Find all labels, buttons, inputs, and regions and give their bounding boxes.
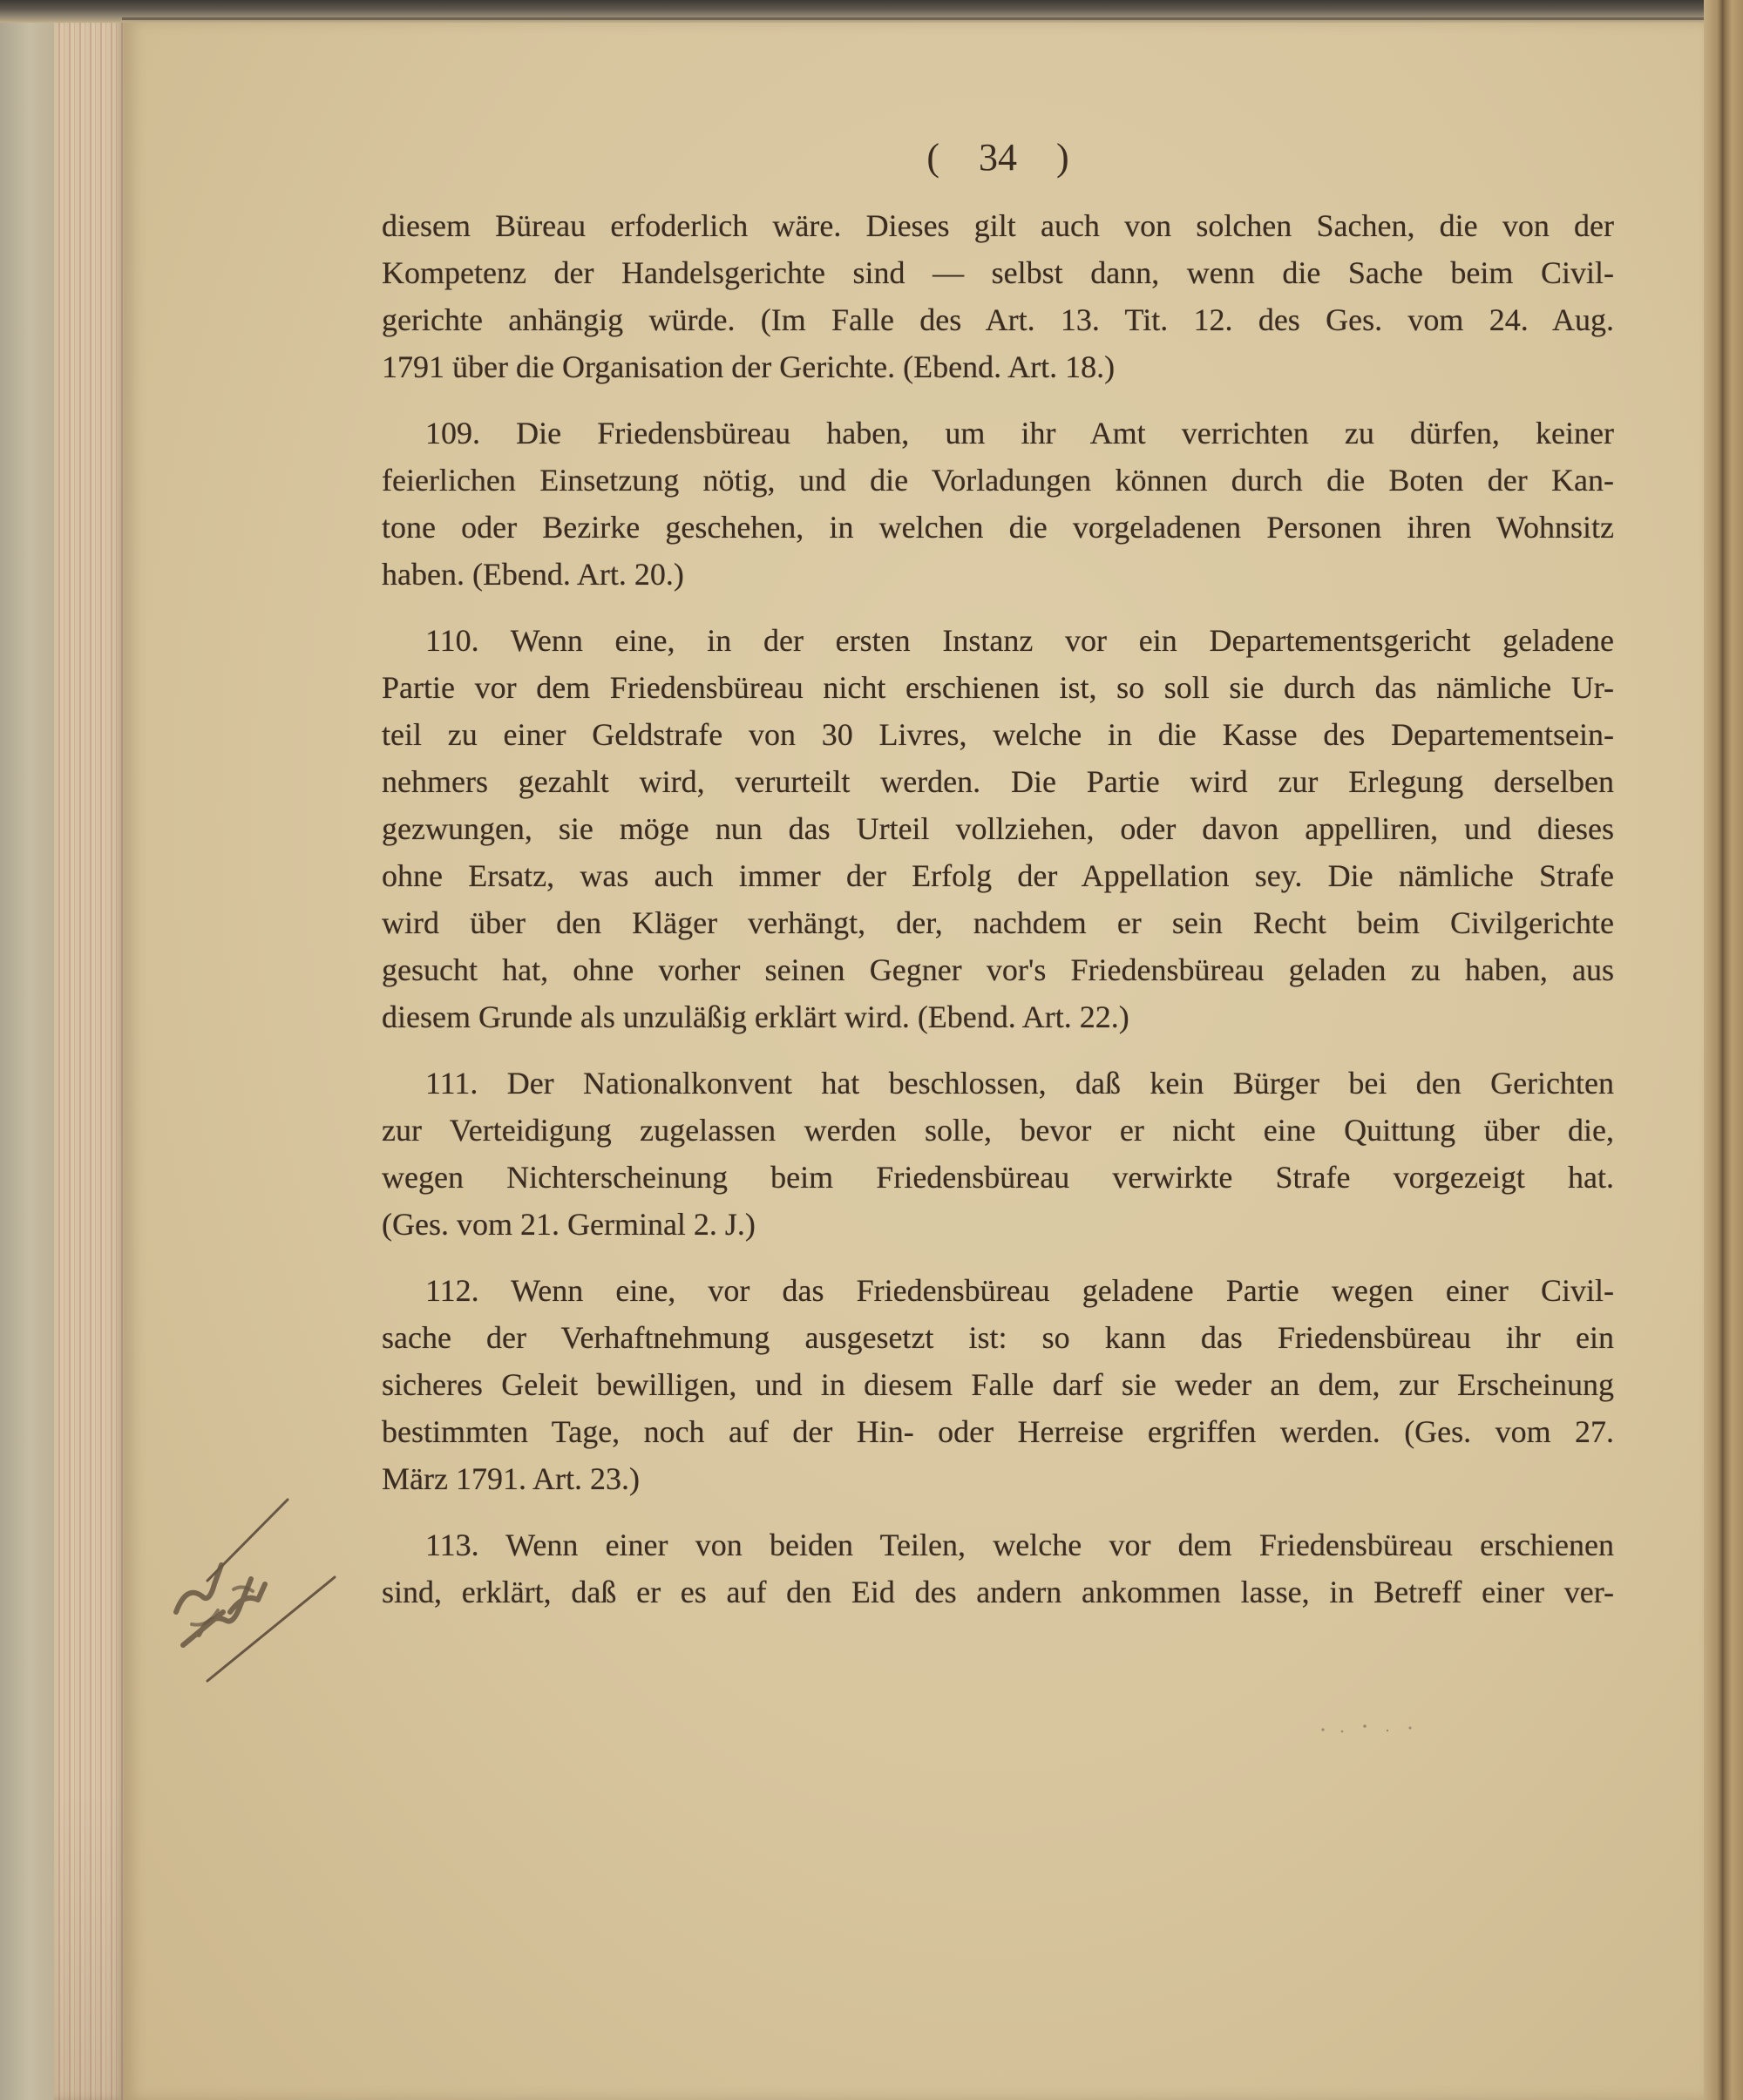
scan-right-border [1704,0,1743,2100]
text-line: sind, erklärt, daß er es auf den Eid des andern ankommen lasse, in Betreff einer ver- [382,1575,1614,1609]
text-line: diesem Büreau erfoderlich wäre. Dieses gilt auch von solchen Sachen, die von der [382,208,1614,243]
text-line: ohne Ersatz, was auch immer der Erfolg der Appellation sey. Die nämliche Strafe [382,858,1614,893]
text-line: diesem Grunde als unzuläßig erklärt wird. (Ebend. Art. 22.) [382,999,1129,1034]
text-line: 109. Die Friedensbüreau haben, um ihr Amt verrichten zu dürfen, keiner [425,416,1614,450]
text-line: gesucht hat, ohne vorher seinen Gegner vor's Friedensbüreau geladen zu haben, aus [382,952,1614,987]
paragraph-113 [382,1521,1614,1616]
paragraph-109 [382,410,1614,598]
text-line: März 1791. Art. 23.) [382,1461,640,1496]
text-line: 110. Wenn eine, in der ersten Instanz vor ein Departementsgericht geladene [425,623,1614,658]
text-line: gezwungen, sie möge nun das Urteil vollziehen, oder davon appelliren, und dieses [382,811,1614,846]
text-line: 111. Der Nationalkonvent hat beschlossen, daß kein Bürger bei den Gerichten [425,1066,1614,1101]
text-line: bestimmten Tage, noch auf der Hin- oder Herreise ergriffen werden. (Ges. vom 27. [382,1414,1614,1449]
text-line: nehmers gezahlt wird, verurteilt werden. Die Partie wird zur Erlegung derselben [382,764,1614,799]
text-line: Kompetenz der Handelsgerichte sind — selbst dann, wenn die Sache beim Civil- [382,255,1614,290]
text-line: feierlichen Einsetzung nötig, und die Vorladungen können durch die Boten der Kan- [382,463,1614,498]
book-page-edges [54,17,124,2100]
text-line: wegen Nichterscheinung beim Friedensbüreau verwirkte Strafe vorgezeigt hat. [382,1160,1614,1195]
text-line: sicheres Geleit bewilligen, und in diesem Falle darf sie weder an dem, zur Erscheinung [382,1367,1614,1402]
text-line: gerichte anhängig würde. (Im Falle des Art. 13. Tit. 12. des Ges. vom 24. Aug. [382,302,1614,337]
text-line: haben. (Ebend. Art. 20.) [382,557,684,592]
text-line: tone oder Bezirke geschehen, in welchen die vorgeladenen Personen ihren Wohnsitz [382,510,1614,545]
paragraph-110 [382,617,1614,1040]
text-line: 113. Wenn einer von beiden Teilen, welche vor dem Friedensbüreau erschienen [425,1528,1614,1562]
text-line: zur Verteidigung zugelassen werden solle, bevor er nicht eine Quittung über die, [382,1113,1614,1148]
text-line: 1791 über die Organisation der Gerichte. (Ebend. Art. 18.) [382,349,1116,384]
paper-specks [1316,1712,1421,1747]
paragraph-continuation [382,202,1614,390]
scan-background-left [0,0,54,2100]
text-line: sache der Verhaftnehmung ausgesetzt ist: so kann das Friedensbüreau ihr ein [382,1320,1614,1355]
page-text-block [382,202,1614,1616]
text-line: teil zu einer Geldstrafe von 30 Livres, welche in die Kasse des Departementsein- [382,717,1614,752]
page-top-edge-line [122,17,1704,20]
paragraph-111 [382,1060,1614,1248]
page-number: ( 34 ) [926,136,1069,179]
text-line: Partie vor dem Friedensbüreau nicht erschienen ist, so soll sie durch das nämliche Ur- [382,670,1614,705]
text-line: wird über den Kläger verhängt, der, nachdem er sein Recht beim Civilgerichte [382,905,1614,940]
paragraph-112 [382,1267,1614,1502]
text-line: (Ges. vom 21. Germinal 2. J.) [382,1207,756,1242]
text-line: 112. Wenn eine, vor das Friedensbüreau geladene Partie wegen einer Civil- [425,1273,1614,1308]
pencil-annotation-mark [157,1481,366,1699]
